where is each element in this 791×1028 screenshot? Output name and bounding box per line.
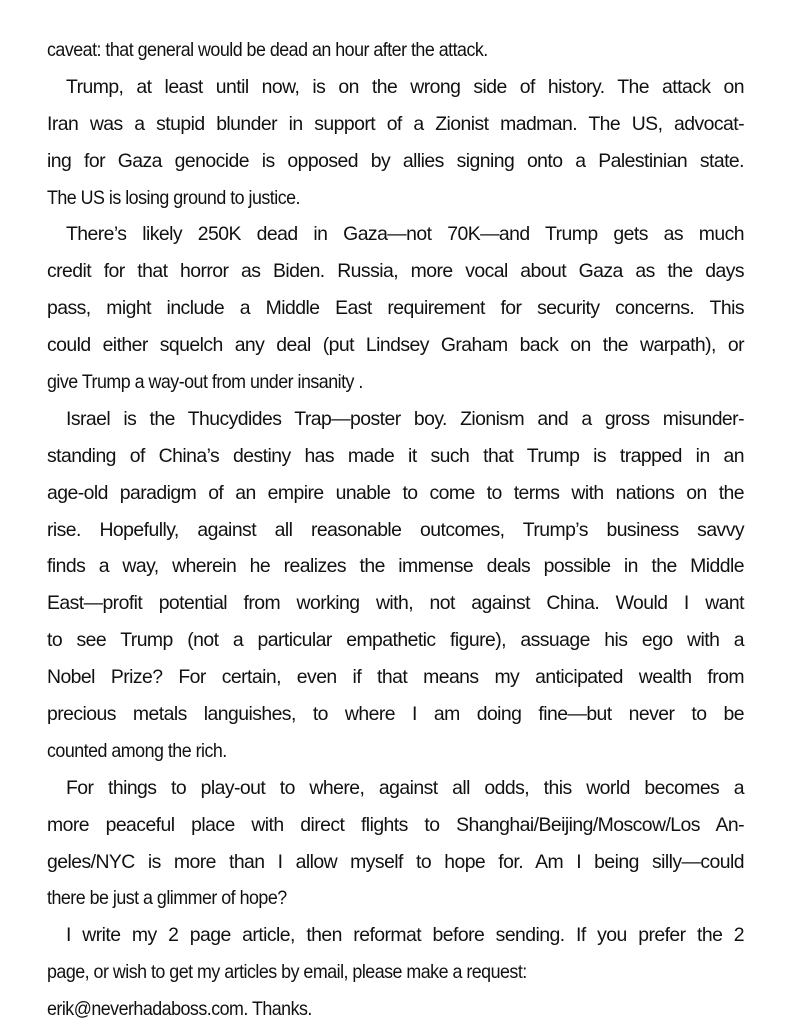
text-line: ing for Gaza genocide is opposed by allies signing onto a Palestinian state.: [47, 149, 744, 172]
paragraph-contact-request: [47, 917, 744, 1028]
contact-email-line[interactable]: erik@neverhadaboss.com. Thanks.: [47, 998, 312, 1021]
text-line: There’s likely 250K dead in Gaza—not 70K—and Trump gets as much: [66, 223, 744, 246]
paragraph-peaceful-world: [47, 770, 744, 918]
text-line: more peaceful place with direct flights to Shanghai/Beijing/Moscow/Los An-: [47, 813, 744, 836]
text-line: give Trump a way-out from under insanity .: [47, 371, 363, 394]
text-line: standing of China’s destiny has made it such that Trump is trapped in an: [47, 444, 744, 467]
paragraph-wrong-side-of-history: [47, 69, 744, 217]
text-line: rise. Hopefully, against all reasonable outcomes, Trump’s business savvy: [47, 518, 744, 541]
text-line: For things to play-out to where, against all odds, this world becomes a: [66, 776, 744, 799]
document-page: [47, 32, 744, 1028]
text-line: Israel is the Thucydides Trap—poster boy. Zionism and a gross misunder-: [66, 407, 744, 430]
paragraph-gaza-dead: [47, 216, 744, 400]
text-line: age-old paradigm of an empire unable to come to terms with nations on the: [47, 481, 744, 504]
text-line: finds a way, wherein he realizes the immense deals possible in the Middle: [47, 555, 744, 578]
text-line: I write my 2 page article, then reformat before sending. If you prefer the 2: [66, 924, 744, 947]
text-line: counted among the rich.: [47, 739, 227, 762]
text-line: caveat: that general would be dead an hour after the attack.: [47, 39, 488, 61]
text-line: credit for that horror as Biden. Russia, more vocal about Gaza as the days: [47, 260, 744, 283]
text-line: there be just a glimmer of hope?: [47, 887, 287, 910]
paragraph-caveat: [47, 32, 744, 69]
text-line: pass, might include a Middle East requirement for security concerns. This: [47, 297, 744, 320]
text-line: precious metals languishes, to where I am doing fine—but never to be: [47, 703, 744, 726]
text-line: Trump, at least until now, is on the wrong side of history. The attack on: [66, 75, 744, 98]
paragraph-thucydides-trap: [47, 401, 744, 770]
text-line: Nobel Prize? For certain, even if that means my anticipated wealth from: [47, 666, 744, 689]
text-line: to see Trump (not a particular empathetic figure), assuage his ego with a: [47, 629, 744, 652]
text-line: East—profit potential from working with, not against China. Would I want: [47, 592, 744, 615]
text-line: geles/NYC is more than I allow myself to hope for. Am I being silly—could: [47, 850, 744, 873]
text-line: The US is losing ground to justice.: [47, 186, 300, 209]
text-line: Iran was a stupid blunder in support of a Zionist madman. The US, advocat-: [47, 112, 744, 135]
text-line: could either squelch any deal (put Lindsey Graham back on the warpath), or: [47, 334, 744, 357]
text-line: page, or wish to get my articles by email, please make a request:: [47, 961, 527, 984]
